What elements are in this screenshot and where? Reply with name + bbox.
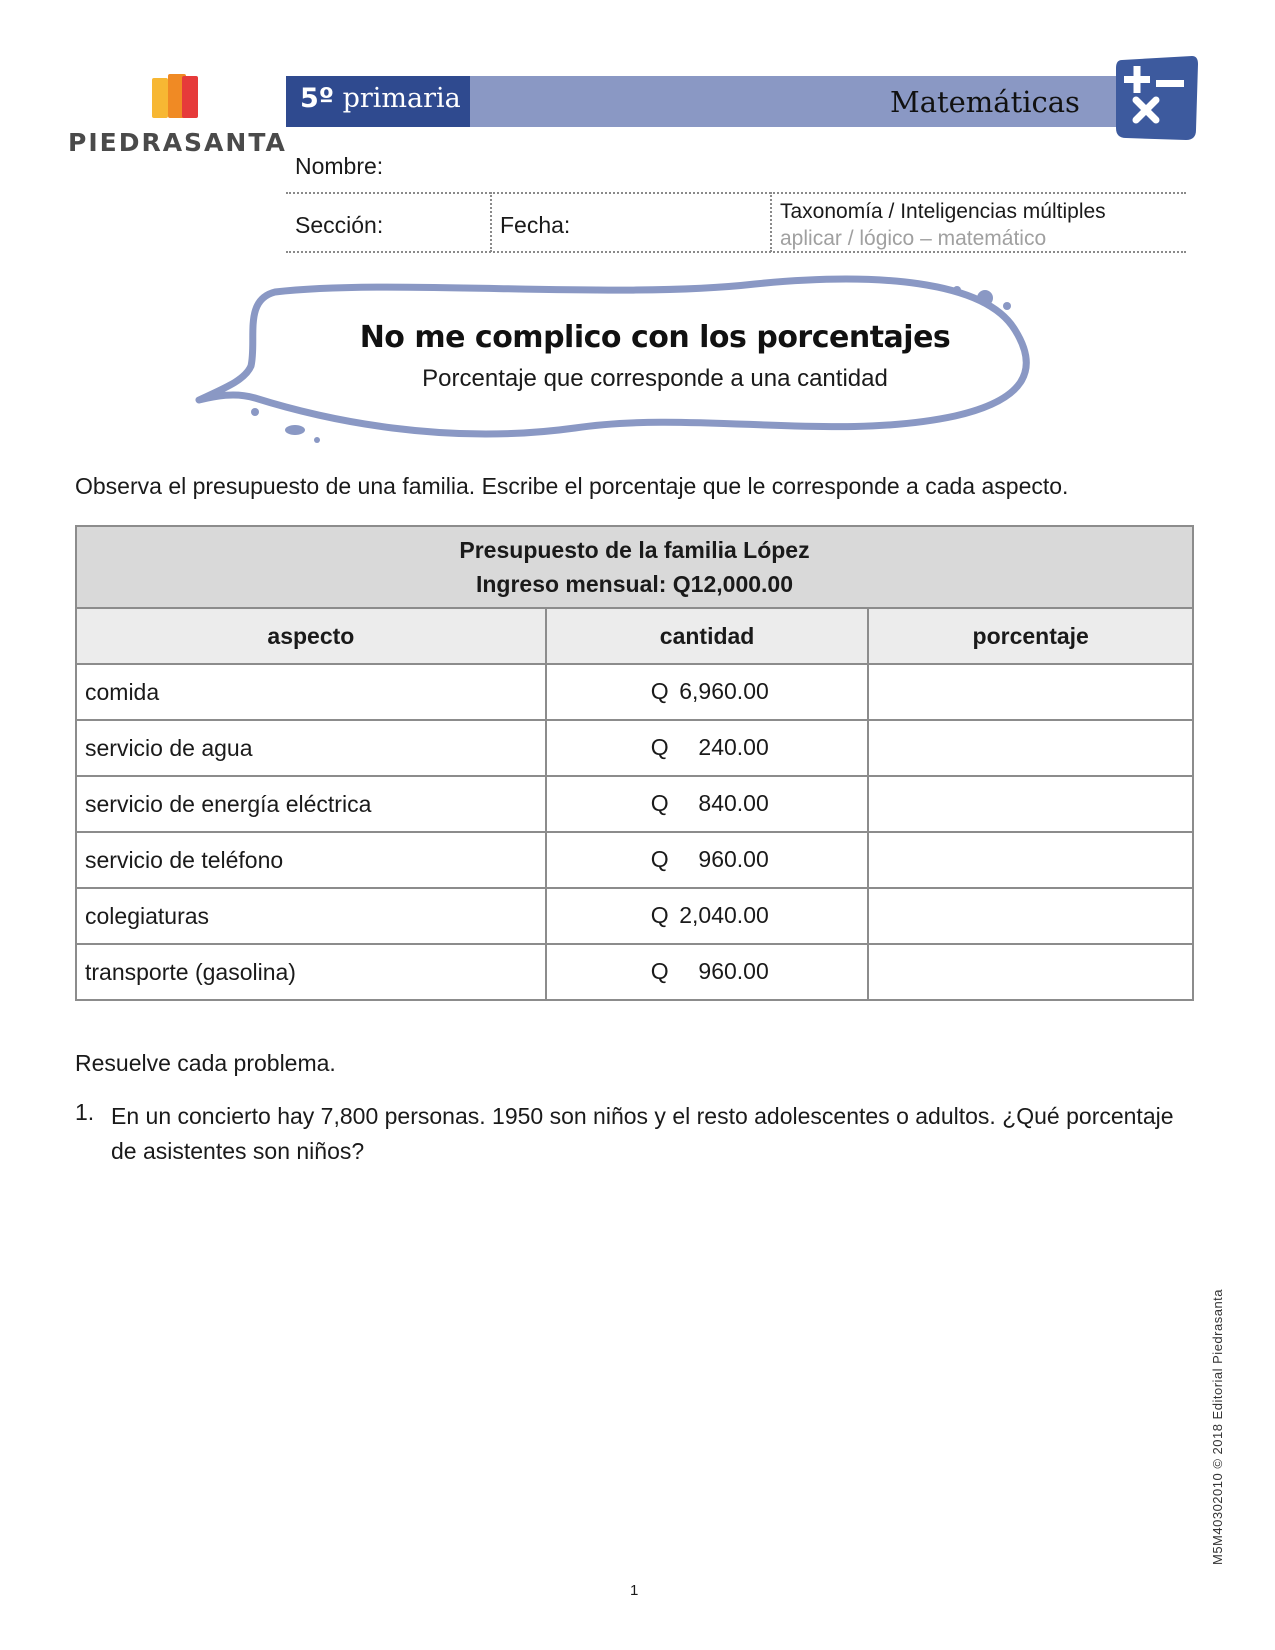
taxonomy-title: Taxonomía / Inteligencias múltiples [780,200,1106,223]
subject-label: Matemáticas [890,85,1080,119]
page-number: 1 [630,1582,639,1599]
amount-cell [546,888,869,944]
amount-value: 960.00 [698,958,769,984]
table-caption [76,526,1193,608]
aspect-cell: comida [76,664,546,720]
name-label: Nombre: [295,153,384,179]
worksheet-title: No me complico con los porcentajes [359,320,951,355]
currency-symbol: Q [650,846,669,872]
currency-symbol: Q [650,958,669,984]
currency-symbol: Q [650,678,669,704]
publisher-logo [68,70,287,160]
side-code: M5M40302010 © 2018 Editorial Piedrasanta [1210,1288,1225,1565]
amount-value: 960.00 [698,846,769,872]
aspect-cell: servicio de energía eléctrica [76,776,546,832]
table-header-row [76,608,1193,664]
table-row [76,832,1193,888]
section-label: Sección: [295,212,384,238]
grade-word: primaria [342,83,461,114]
currency-symbol: Q [650,902,669,928]
amount-value: 2,040.00 [679,902,769,928]
divider-line [286,251,1186,253]
aspect-cell: colegiaturas [76,888,546,944]
book-logo-icon [146,72,206,124]
table-row [76,888,1193,944]
amount-cell [546,720,869,776]
percent-answer-cell[interactable] [868,720,1193,776]
problem-text: En un concierto hay 7,800 personas. 1950 son niños y el resto adolescentes o adultos. ¿Qué porcentaje de asistentes son niños? [111,1103,1174,1164]
table-caption-income: Ingreso mensual: Q12,000.00 [475,571,794,597]
amount-cell [546,664,869,720]
divider-line [770,192,772,252]
currency-symbol: Q [650,790,669,816]
aspect-cell: servicio de agua [76,720,546,776]
currency-symbol: Q [650,734,669,760]
table-row [76,720,1193,776]
percent-answer-cell[interactable] [868,664,1193,720]
grade-number: 5º [300,83,335,114]
problems-intro: Resuelve cada problema. [75,1050,336,1076]
problem-number: 1. [75,1099,95,1125]
table-row [76,776,1193,832]
grade-label [300,83,461,114]
aspect-cell: servicio de teléfono [76,832,546,888]
amount-value: 6,960.00 [679,678,769,704]
brand-name: PIEDRASANTA [68,128,287,157]
column-header-amount: cantidad [546,608,869,664]
column-header-percent: porcentaje [868,608,1193,664]
divider-line [286,192,1186,194]
table-caption-row [76,526,1193,608]
column-header-aspect: aspecto [76,608,546,664]
taxonomy-subtitle: aplicar / lógico – matemático [780,227,1047,250]
divider-line [490,192,492,252]
amount-cell [546,832,869,888]
table-row [76,944,1193,1000]
percent-answer-cell[interactable] [868,776,1193,832]
instruction-text: Observa el presupuesto de una familia. Escribe el porcentaje que le corresponde a cada aspecto. [75,473,1069,499]
math-operations-icon [1112,54,1200,144]
amount-value: 840.00 [698,790,769,816]
amount-cell [546,776,869,832]
percent-answer-cell[interactable] [868,888,1193,944]
percent-answer-cell[interactable] [868,832,1193,888]
aspect-cell: transporte (gasolina) [76,944,546,1000]
budget-table [75,525,1194,1001]
percent-answer-cell[interactable] [868,944,1193,1000]
worksheet-subtitle: Porcentaje que corresponde a una cantidad [422,365,888,392]
amount-cell [546,944,869,1000]
date-label: Fecha: [500,212,571,238]
amount-value: 240.00 [698,734,769,760]
table-caption-title: Presupuesto de la familia López [459,537,810,563]
table-row [76,664,1193,720]
title-bubble-shape [195,270,1045,450]
